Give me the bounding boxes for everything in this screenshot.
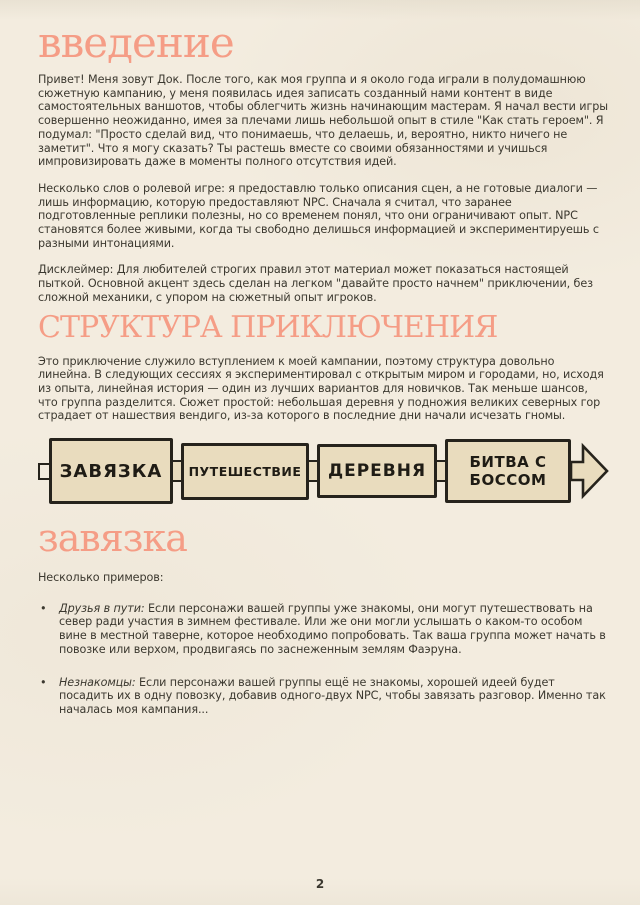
intro-paragraph-1: Привет! Меня зовут Док. После того, как моя группа и я около года играли в полудомашнюю сюжетную кампанию, у меня появилась идея записать созданный нами контент в виде самостоятельных ваншотов, чтобы облегчить жизнь начинающим мастерам. Я начал вести игры совершенно неожиданно, имея за плечами лишь небольшой опыт в стиле "Как стать героем". Я подумал: "Просто сделай вид, что понимаешь, что делаешь, и, вероятно, никто ничего не заметит". Что я могу сказать? Ты растешь вместе со своими обязанностями и учишься импровизировать даже в моменты полного отсутствия идей.	[38, 73, 608, 169]
bullet-text	[59, 602, 610, 657]
adventure-flowchart	[38, 436, 610, 506]
intro-paragraph-2: Несколько слов о ролевой игре: я предоставлю только описания сцен, а не готовые диалоги — лишь информацию, которую предоставляют NPC. Сначала я считал, что заранее подготовленные реплики полезны, но со временем понял, что они ограничивают опыт. NPC становятся более живыми, когда ты свободно делишься информацией и экспериментируешь с разными интонациями.	[38, 181, 599, 250]
bullet-lead: Друзья в пути:	[59, 601, 145, 615]
flowchart-connector	[309, 460, 317, 482]
structure-paragraph: Это приключение служило вступлением к моей кампании, поэтому структура довольно линейна. В следующих сессиях я экспериментировал с открытым миром и городами, но, исходя из опыта, линейная история — один из лучших вариантов для новичков. Так меньше шансов, что группа разделится. Сюжет простой: небольшая деревня у подножия великих северных гор страдает от нашествия вендиго, из-за которого в последние дни начали исчезать гномы.	[38, 354, 604, 423]
bullet-icon: •	[40, 601, 47, 615]
flowchart-step-label: БИТВА С БОССОМ	[469, 453, 547, 490]
bullet-body-text: Если персонажи вашей группы уже знакомы, они могут путешествовать на север ради участия в зимнем фестивале. Или же они могли услышать о каком-то особом вине в местной таверне, которое необходимо попробовать. Так ваша группа может начать в повозке или верхом, продвигаясь по заснеженным землям Фаэруна.	[59, 601, 606, 656]
list-item	[38, 676, 610, 717]
flowchart-step-village	[317, 444, 437, 498]
hook-heading: завязка	[38, 516, 187, 561]
list-item	[38, 602, 610, 657]
flowchart-connector	[437, 460, 445, 482]
flowchart-step-boss	[445, 439, 571, 503]
intro-disclaimer: Дисклеймер: Для любителей строгих правил этот материал может показаться настоящей пыткой. Основной акцент здесь сделан на легком "давайте просто начнем" приключении, без сложной механики, с упором на сюжетный опыт игроков.	[38, 263, 593, 304]
flowchart-step-label: ДЕРЕВНЯ	[327, 461, 427, 482]
flowchart-start-tab	[38, 463, 49, 480]
flowchart-step-journey	[181, 443, 309, 500]
intro-heading: введение	[38, 18, 234, 67]
block-arrow-right-icon	[570, 440, 610, 502]
hook-intro: Несколько примеров:	[38, 571, 164, 585]
flowchart-step-hook	[49, 438, 173, 504]
bullet-icon: •	[40, 675, 47, 689]
flowchart-step-label: ПУТЕШЕСТВИЕ	[188, 463, 302, 479]
flowchart-connector	[173, 460, 181, 482]
bullet-body-text: Если персонажи вашей группы ещё не знакомы, хорошей идеей будет посадить их в одну повозку, добавив одного-двух NPC, чтобы завязать разговор. Именно так началась моя кампания...	[59, 675, 606, 716]
hook-examples-list	[38, 602, 610, 717]
bullet-text	[59, 676, 610, 717]
flowchart-step-label: ЗАВЯЗКА	[59, 460, 163, 482]
bullet-lead: Незнакомцы:	[59, 675, 136, 689]
page-number: 2	[315, 877, 325, 891]
structure-heading: СТРУКТУРА ПРИКЛЮЧЕНИЯ	[38, 309, 498, 345]
